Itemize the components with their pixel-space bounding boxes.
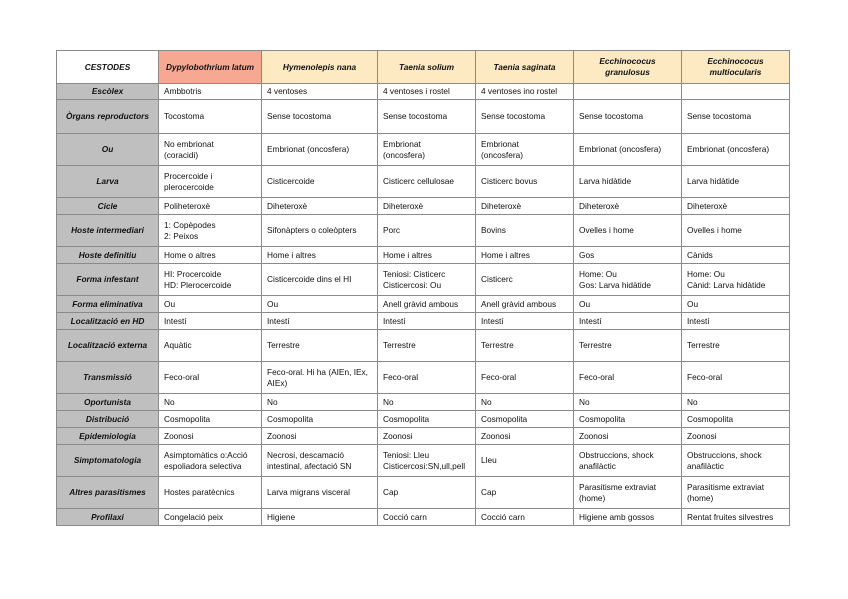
table-cell: Terrestre xyxy=(262,330,378,362)
table-cell: Congelació peix xyxy=(159,509,262,526)
table-cell: Ou xyxy=(159,296,262,313)
table-row xyxy=(57,362,790,394)
table-cell: Intestí xyxy=(476,313,574,330)
row-label: Altres parasitismes xyxy=(57,477,159,509)
table-cell: Cosmopolita xyxy=(262,411,378,428)
table-cell: No xyxy=(476,394,574,411)
table-cell: Diheteroxè xyxy=(682,198,790,215)
table-cell: Larva hidàtide xyxy=(682,166,790,198)
table-cell: Home i altres xyxy=(476,247,574,264)
table-row xyxy=(57,166,790,198)
table-row xyxy=(57,84,790,100)
table-cell: Teniosi: Cisticerc Cisticercosi: Ou xyxy=(378,264,476,296)
row-label: Escòlex xyxy=(57,84,159,100)
table-cell: Asimptomàtics o:Acció espoliadora selectiva xyxy=(159,445,262,477)
table-cell: Terrestre xyxy=(682,330,790,362)
table-row xyxy=(57,100,790,134)
table-cell: Cisticercoide dins el HI xyxy=(262,264,378,296)
species-header: Ecchinococus multiocularis xyxy=(682,51,790,84)
row-label: Profilaxi xyxy=(57,509,159,526)
species-header: Ecchinococus granulosus xyxy=(574,51,682,84)
table-row xyxy=(57,134,790,166)
table-cell: No xyxy=(262,394,378,411)
table-cell: Terrestre xyxy=(476,330,574,362)
table-cell: Ou xyxy=(574,296,682,313)
table-cell: Intestí xyxy=(262,313,378,330)
table-cell: Zoonosi xyxy=(378,428,476,445)
row-label: Oportunista xyxy=(57,394,159,411)
cestodes-table-container xyxy=(56,50,790,526)
table-cell: Home: Ou Gos: Larva hidàtide xyxy=(574,264,682,296)
table-cell: Sifonàpters o coleòpters xyxy=(262,215,378,247)
cestodes-table xyxy=(56,50,790,526)
table-cell: Feco-oral xyxy=(378,362,476,394)
table-cell: Zoonosi xyxy=(574,428,682,445)
table-cell: Feco-oral xyxy=(682,362,790,394)
table-cell: Diheteroxè xyxy=(378,198,476,215)
table-cell: Cosmopolita xyxy=(378,411,476,428)
table-cell: Terrestre xyxy=(378,330,476,362)
row-label: Cicle xyxy=(57,198,159,215)
header-row xyxy=(57,51,790,84)
table-cell: Ovelles i home xyxy=(682,215,790,247)
table-cell: Cocció carn xyxy=(378,509,476,526)
table-cell: Cisticerc cellulosae xyxy=(378,166,476,198)
table-cell: 4 ventoses ino rostel xyxy=(476,84,574,100)
table-cell: No xyxy=(574,394,682,411)
table-row xyxy=(57,313,790,330)
table-cell: Necrosi, descamació intestinal, afectació SN xyxy=(262,445,378,477)
table-cell: Rentat fruites silvestres xyxy=(682,509,790,526)
table-row xyxy=(57,428,790,445)
table-cell: Cosmopolita xyxy=(159,411,262,428)
table-cell: Zoonosi xyxy=(682,428,790,445)
row-label: Epidemiologia xyxy=(57,428,159,445)
table-cell: Parasitisme extraviat (home) xyxy=(574,477,682,509)
table-cell: Cosmopolita xyxy=(682,411,790,428)
table-cell: 4 ventoses i rostel xyxy=(378,84,476,100)
table-cell: Larva migrans visceral xyxy=(262,477,378,509)
row-label: Forma eliminativa xyxy=(57,296,159,313)
row-label: Òrgans reproductors xyxy=(57,100,159,134)
table-row xyxy=(57,477,790,509)
row-label: Localització en HD xyxy=(57,313,159,330)
table-cell: Feco-oral xyxy=(574,362,682,394)
table-cell: Intestí xyxy=(159,313,262,330)
table-cell: Tocostoma xyxy=(159,100,262,134)
table-cell: Teniosi: Lleu Cisticercosi:SN,ull,pell xyxy=(378,445,476,477)
table-row xyxy=(57,264,790,296)
table-cell: Cànids xyxy=(682,247,790,264)
corner-header: CESTODES xyxy=(57,51,159,84)
row-label: Forma infestant xyxy=(57,264,159,296)
table-row xyxy=(57,509,790,526)
row-label: Distribució xyxy=(57,411,159,428)
table-cell: Sense tocostoma xyxy=(682,100,790,134)
table-cell: Procercoide i plerocercoide xyxy=(159,166,262,198)
table-cell: Lleu xyxy=(476,445,574,477)
species-header: Hymenolepis nana xyxy=(262,51,378,84)
species-header: Dypylobothrium latum xyxy=(159,51,262,84)
table-cell: Aquàtic xyxy=(159,330,262,362)
species-header: Taenia solium xyxy=(378,51,476,84)
table-cell: Home o altres xyxy=(159,247,262,264)
table-cell: Cap xyxy=(476,477,574,509)
table-cell: Hostes paratècnics xyxy=(159,477,262,509)
table-cell: Intestí xyxy=(574,313,682,330)
row-label: Ou xyxy=(57,134,159,166)
table-cell: No xyxy=(682,394,790,411)
table-cell: Intestí xyxy=(682,313,790,330)
table-cell: Diheteroxè xyxy=(262,198,378,215)
row-label: Hoste definitiu xyxy=(57,247,159,264)
table-cell: Zoonosi xyxy=(159,428,262,445)
table-row xyxy=(57,296,790,313)
table-cell: 4 ventoses xyxy=(262,84,378,100)
table-cell: Porc xyxy=(378,215,476,247)
table-cell: Sense tocostoma xyxy=(574,100,682,134)
table-row xyxy=(57,215,790,247)
table-cell: Ambbotris xyxy=(159,84,262,100)
table-cell: Cosmopolita xyxy=(476,411,574,428)
table-cell: Zoonosi xyxy=(262,428,378,445)
table-cell: Embrionat (oncosfera) xyxy=(574,134,682,166)
table-cell: Cocció carn xyxy=(476,509,574,526)
table-cell: Anell gràvid ambous xyxy=(476,296,574,313)
table-cell: Obstruccions, shock anafilàctic xyxy=(574,445,682,477)
table-cell: Home: Ou Cànid: Larva hidàtide xyxy=(682,264,790,296)
table-cell: Cosmopolita xyxy=(574,411,682,428)
table-cell: Anell gràvid ambous xyxy=(378,296,476,313)
table-cell: Intestí xyxy=(378,313,476,330)
table-cell: No embrionat (coracidi) xyxy=(159,134,262,166)
table-cell: Cisticercoide xyxy=(262,166,378,198)
row-label: Transmissió xyxy=(57,362,159,394)
row-label: Larva xyxy=(57,166,159,198)
table-cell: Ou xyxy=(262,296,378,313)
table-cell: Feco-oral xyxy=(159,362,262,394)
table-cell xyxy=(574,84,682,100)
table-cell: Home i altres xyxy=(262,247,378,264)
table-cell: No xyxy=(159,394,262,411)
table-cell: Home i altres xyxy=(378,247,476,264)
row-label: Localització externa xyxy=(57,330,159,362)
table-cell: Obstruccions, shock anafilàctic xyxy=(682,445,790,477)
table-cell: Cisticerc xyxy=(476,264,574,296)
table-cell: Larva hidàtide xyxy=(574,166,682,198)
table-cell: Poliheteroxè xyxy=(159,198,262,215)
table-cell: No xyxy=(378,394,476,411)
table-cell: HI: Procercoide HD: Plerocercoide xyxy=(159,264,262,296)
table-cell: Sense tocostoma xyxy=(476,100,574,134)
row-label: Simptomatologia xyxy=(57,445,159,477)
row-label: Hoste intermediari xyxy=(57,215,159,247)
table-cell: Diheteroxè xyxy=(476,198,574,215)
table-cell xyxy=(682,84,790,100)
table-cell: Embrionat (oncosfera) xyxy=(682,134,790,166)
table-cell: Terrestre xyxy=(574,330,682,362)
table-cell: Embrionat (oncosfera) xyxy=(262,134,378,166)
table-row xyxy=(57,247,790,264)
table-row xyxy=(57,394,790,411)
table-cell: Higiene xyxy=(262,509,378,526)
table-row xyxy=(57,411,790,428)
table-cell: Embrionat (oncosfera) xyxy=(476,134,574,166)
table-cell: Sense tocostoma xyxy=(262,100,378,134)
table-cell: Feco-oral xyxy=(476,362,574,394)
table-cell: Embrionat (oncosfera) xyxy=(378,134,476,166)
species-header: Taenia saginata xyxy=(476,51,574,84)
table-cell: Cisticerc bovus xyxy=(476,166,574,198)
table-cell: Bovins xyxy=(476,215,574,247)
table-row xyxy=(57,330,790,362)
table-cell: Ovelles i home xyxy=(574,215,682,247)
table-cell: Zoonosi xyxy=(476,428,574,445)
table-cell: Higiene amb gossos xyxy=(574,509,682,526)
table-cell: Feco-oral. Hi ha (AIEn, IEx, AIEx) xyxy=(262,362,378,394)
table-cell: 1: Copèpodes 2: Peixos xyxy=(159,215,262,247)
table-cell: Ou xyxy=(682,296,790,313)
table-cell: Cap xyxy=(378,477,476,509)
table-cell: Diheteroxè xyxy=(574,198,682,215)
table-row xyxy=(57,198,790,215)
table-cell: Gos xyxy=(574,247,682,264)
table-cell: Parasitisme extraviat (home) xyxy=(682,477,790,509)
table-row xyxy=(57,445,790,477)
table-cell: Sense tocostoma xyxy=(378,100,476,134)
